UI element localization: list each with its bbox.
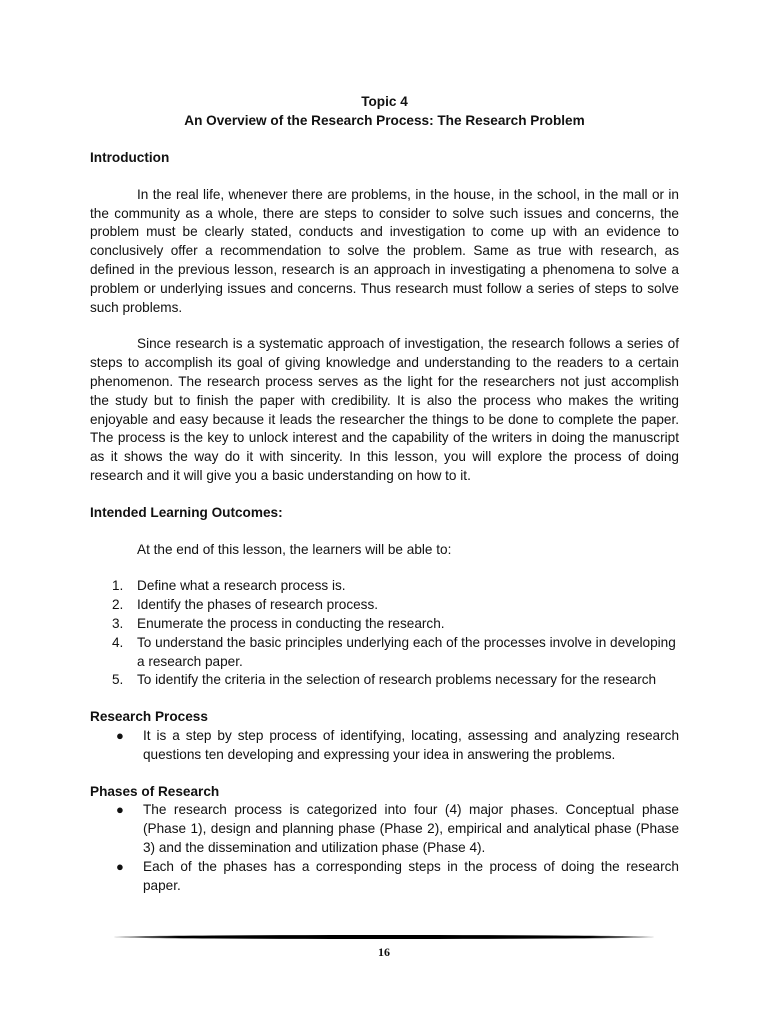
introduction-paragraph-2: Since research is a systematic approach of investigation, the research follows a series of steps to accomplish its goal of giving knowledge and understanding to the readers to a certain phenomenon. The research process serves as the light for the researchers not just accomplish the study but to finish the paper with credibility. It is also the process who makes the writing enjoyable and easy because it leads the researcher the things to be done to complete the paper. The process is the key to unlock interest and the capability of the writers in doing the manuscript as it shows the way do it with sincerity. In this lesson, you will explore the process of doing research and it will give you a basic understanding on how to it. [90, 336, 679, 483]
research-process-bullets [90, 727, 679, 765]
list-text: To identify the criteria in the selection of research problems necessary for the research [137, 672, 657, 688]
list-text: Identify the phases of research process. [137, 597, 379, 613]
list-item [90, 577, 679, 596]
bullet-item [90, 727, 679, 765]
list-number: 2. [112, 597, 124, 613]
research-process-heading: Research Process [90, 709, 208, 725]
document-page [90, 92, 679, 895]
footer-rule [114, 935, 654, 939]
bullet-icon: ● [116, 802, 124, 818]
phases-bullets [90, 801, 679, 895]
bullet-icon: ● [116, 858, 124, 874]
list-item [90, 671, 679, 690]
introduction-heading: Introduction [90, 150, 170, 165]
list-text: To understand the basic principles underlying each of the processes involve in developing a research paper. [137, 634, 676, 669]
bullet-item [90, 858, 679, 896]
bullet-text: It is a step by step process of identifying, locating, assessing and analyzing research questions ten developing and expressing your idea in answering the problems. [143, 727, 679, 762]
phases-heading: Phases of Research [90, 783, 220, 799]
outcomes-lead: At the end of this lesson, the learners will be able to: [137, 541, 452, 557]
page-title: An Overview of the Research Process: The Research Problem [184, 113, 585, 128]
list-number: 5. [112, 672, 124, 688]
list-text: Enumerate the process in conducting the research. [137, 615, 445, 631]
list-text: Define what a research process is. [137, 578, 346, 594]
bullet-text: The research process is categorized into four (4) major phases. Conceptual phase (Phase 1), design and planning phase (Phase 2), empirical and analytical phase (Phase 3) and the dissemination and utilization phase (Phase 4). [143, 802, 679, 855]
title-block [90, 92, 679, 130]
outcomes-heading: Intended Learning Outcomes: [90, 504, 283, 520]
list-item [90, 634, 679, 672]
list-number: 4. [112, 634, 124, 650]
list-number: 3. [112, 615, 124, 631]
bullet-icon: ● [116, 727, 124, 743]
list-item [90, 615, 679, 634]
outcomes-list [90, 577, 679, 690]
bullet-text: Each of the phases has a corresponding steps in the process of doing the research paper. [143, 858, 679, 893]
introduction-paragraph-1: In the real life, whenever there are problems, in the house, in the school, in the mall or in the community as a whole, there are steps to consider to solve such issues and concerns, the problem must be clearly stated, conducts and investigation to come up with an evidence to conclusively offer a recommendation to solve the problem. Same as true with research, as defined in the previous lesson, research is an approach in investigating a phenomena to solve a problem or underlying issues and concerns. Thus research must follow a series of steps to solve such problems. [90, 186, 679, 315]
list-number: 1. [112, 578, 124, 594]
list-item [90, 596, 679, 615]
topic-label: Topic 4 [361, 94, 408, 109]
page-number: 16 [378, 945, 390, 959]
bullet-item [90, 801, 679, 857]
